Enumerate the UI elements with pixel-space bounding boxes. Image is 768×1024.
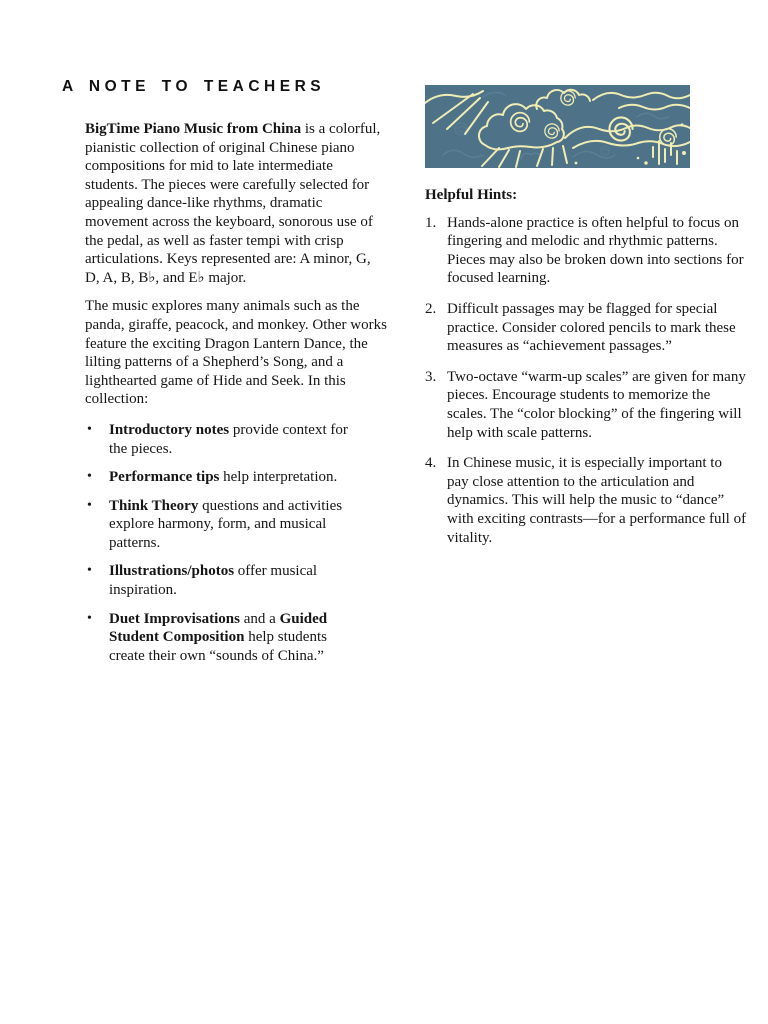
hint-number: 2. bbox=[425, 300, 437, 317]
helpful-hints-heading: Helpful Hints: bbox=[425, 187, 518, 203]
bullet-icon: • bbox=[87, 497, 92, 513]
overview-paragraph: The music explores many animals such as the panda, giraffe, peacock, and monkey. Other works feature the exciting Dragon Lantern Dance, the lilting patterns of a Shepherd’s Song, and a lighthearted game of Hide and Seek. In this collection: bbox=[85, 298, 387, 408]
bullet-icon: • bbox=[87, 469, 92, 485]
hint-number: 1. bbox=[425, 214, 437, 231]
bullet-text: Duet Improvisations and a Guided Student Composition help students create their own “sounds of China.” bbox=[109, 610, 328, 664]
bullet-icon: • bbox=[87, 610, 92, 626]
hint-text: Difficult passages may be flagged for special practice. Consider colored pencils to mark these measures as “achievement passages.” bbox=[447, 300, 736, 355]
features-bullet-list bbox=[85, 421, 387, 666]
bullet-text: Introductory notes provide context for the pieces. bbox=[109, 421, 348, 457]
chinese-cloud-pattern-illustration bbox=[425, 85, 690, 168]
left-column bbox=[85, 120, 387, 675]
bullet-icon: • bbox=[87, 421, 92, 437]
hint-number: 4. bbox=[425, 455, 437, 472]
bullet-text: Illustrations/photos offer musical inspiration. bbox=[109, 563, 318, 599]
hints-list bbox=[425, 214, 747, 548]
list-item bbox=[87, 421, 349, 458]
hint-item bbox=[425, 454, 747, 547]
bullet-text: Think Theory questions and activities explore harmony, form, and musical patterns. bbox=[109, 497, 343, 551]
hint-number: 3. bbox=[425, 368, 437, 385]
hint-text: Two-octave “warm-up scales” are given for many pieces. Encourage students to memorize the scales. The “color blocking” of the fingering will help with scale patterns. bbox=[447, 368, 746, 441]
right-column bbox=[425, 85, 747, 559]
list-item bbox=[87, 497, 349, 553]
bullet-text: Performance tips help interpretation. bbox=[109, 469, 338, 486]
hint-item bbox=[425, 368, 747, 442]
hint-item bbox=[425, 300, 747, 356]
list-item bbox=[87, 610, 349, 666]
intro-paragraph: BigTime Piano Music from China is a colorful, pianistic collection of original Chinese piano compositions for mid to late intermediate students. The pieces were carefully selected for appealing dance-like rhythms, dramatic movement across the keyboard, sonorous use of the pedal, as well as faster tempi with crisp articulations. Keys represented are: A minor, G, D, A, B, B♭, and E♭ major. bbox=[85, 121, 381, 286]
list-item bbox=[87, 468, 349, 487]
list-item bbox=[87, 562, 349, 599]
hint-item bbox=[425, 214, 747, 288]
hint-text: Hands-alone practice is often helpful to focus on fingering and melodic and rhythmic patterns. Pieces may also be broken down into sections for focused learning. bbox=[447, 214, 744, 287]
bullet-icon: • bbox=[87, 563, 92, 579]
hint-text: In Chinese music, it is especially important to pay close attention to the articulation and dynamics. This will help the music to “dance” with exciting contrasts—for a performance full of vitality. bbox=[447, 455, 747, 546]
page-title: A NOTE TO TEACHERS bbox=[62, 78, 326, 95]
